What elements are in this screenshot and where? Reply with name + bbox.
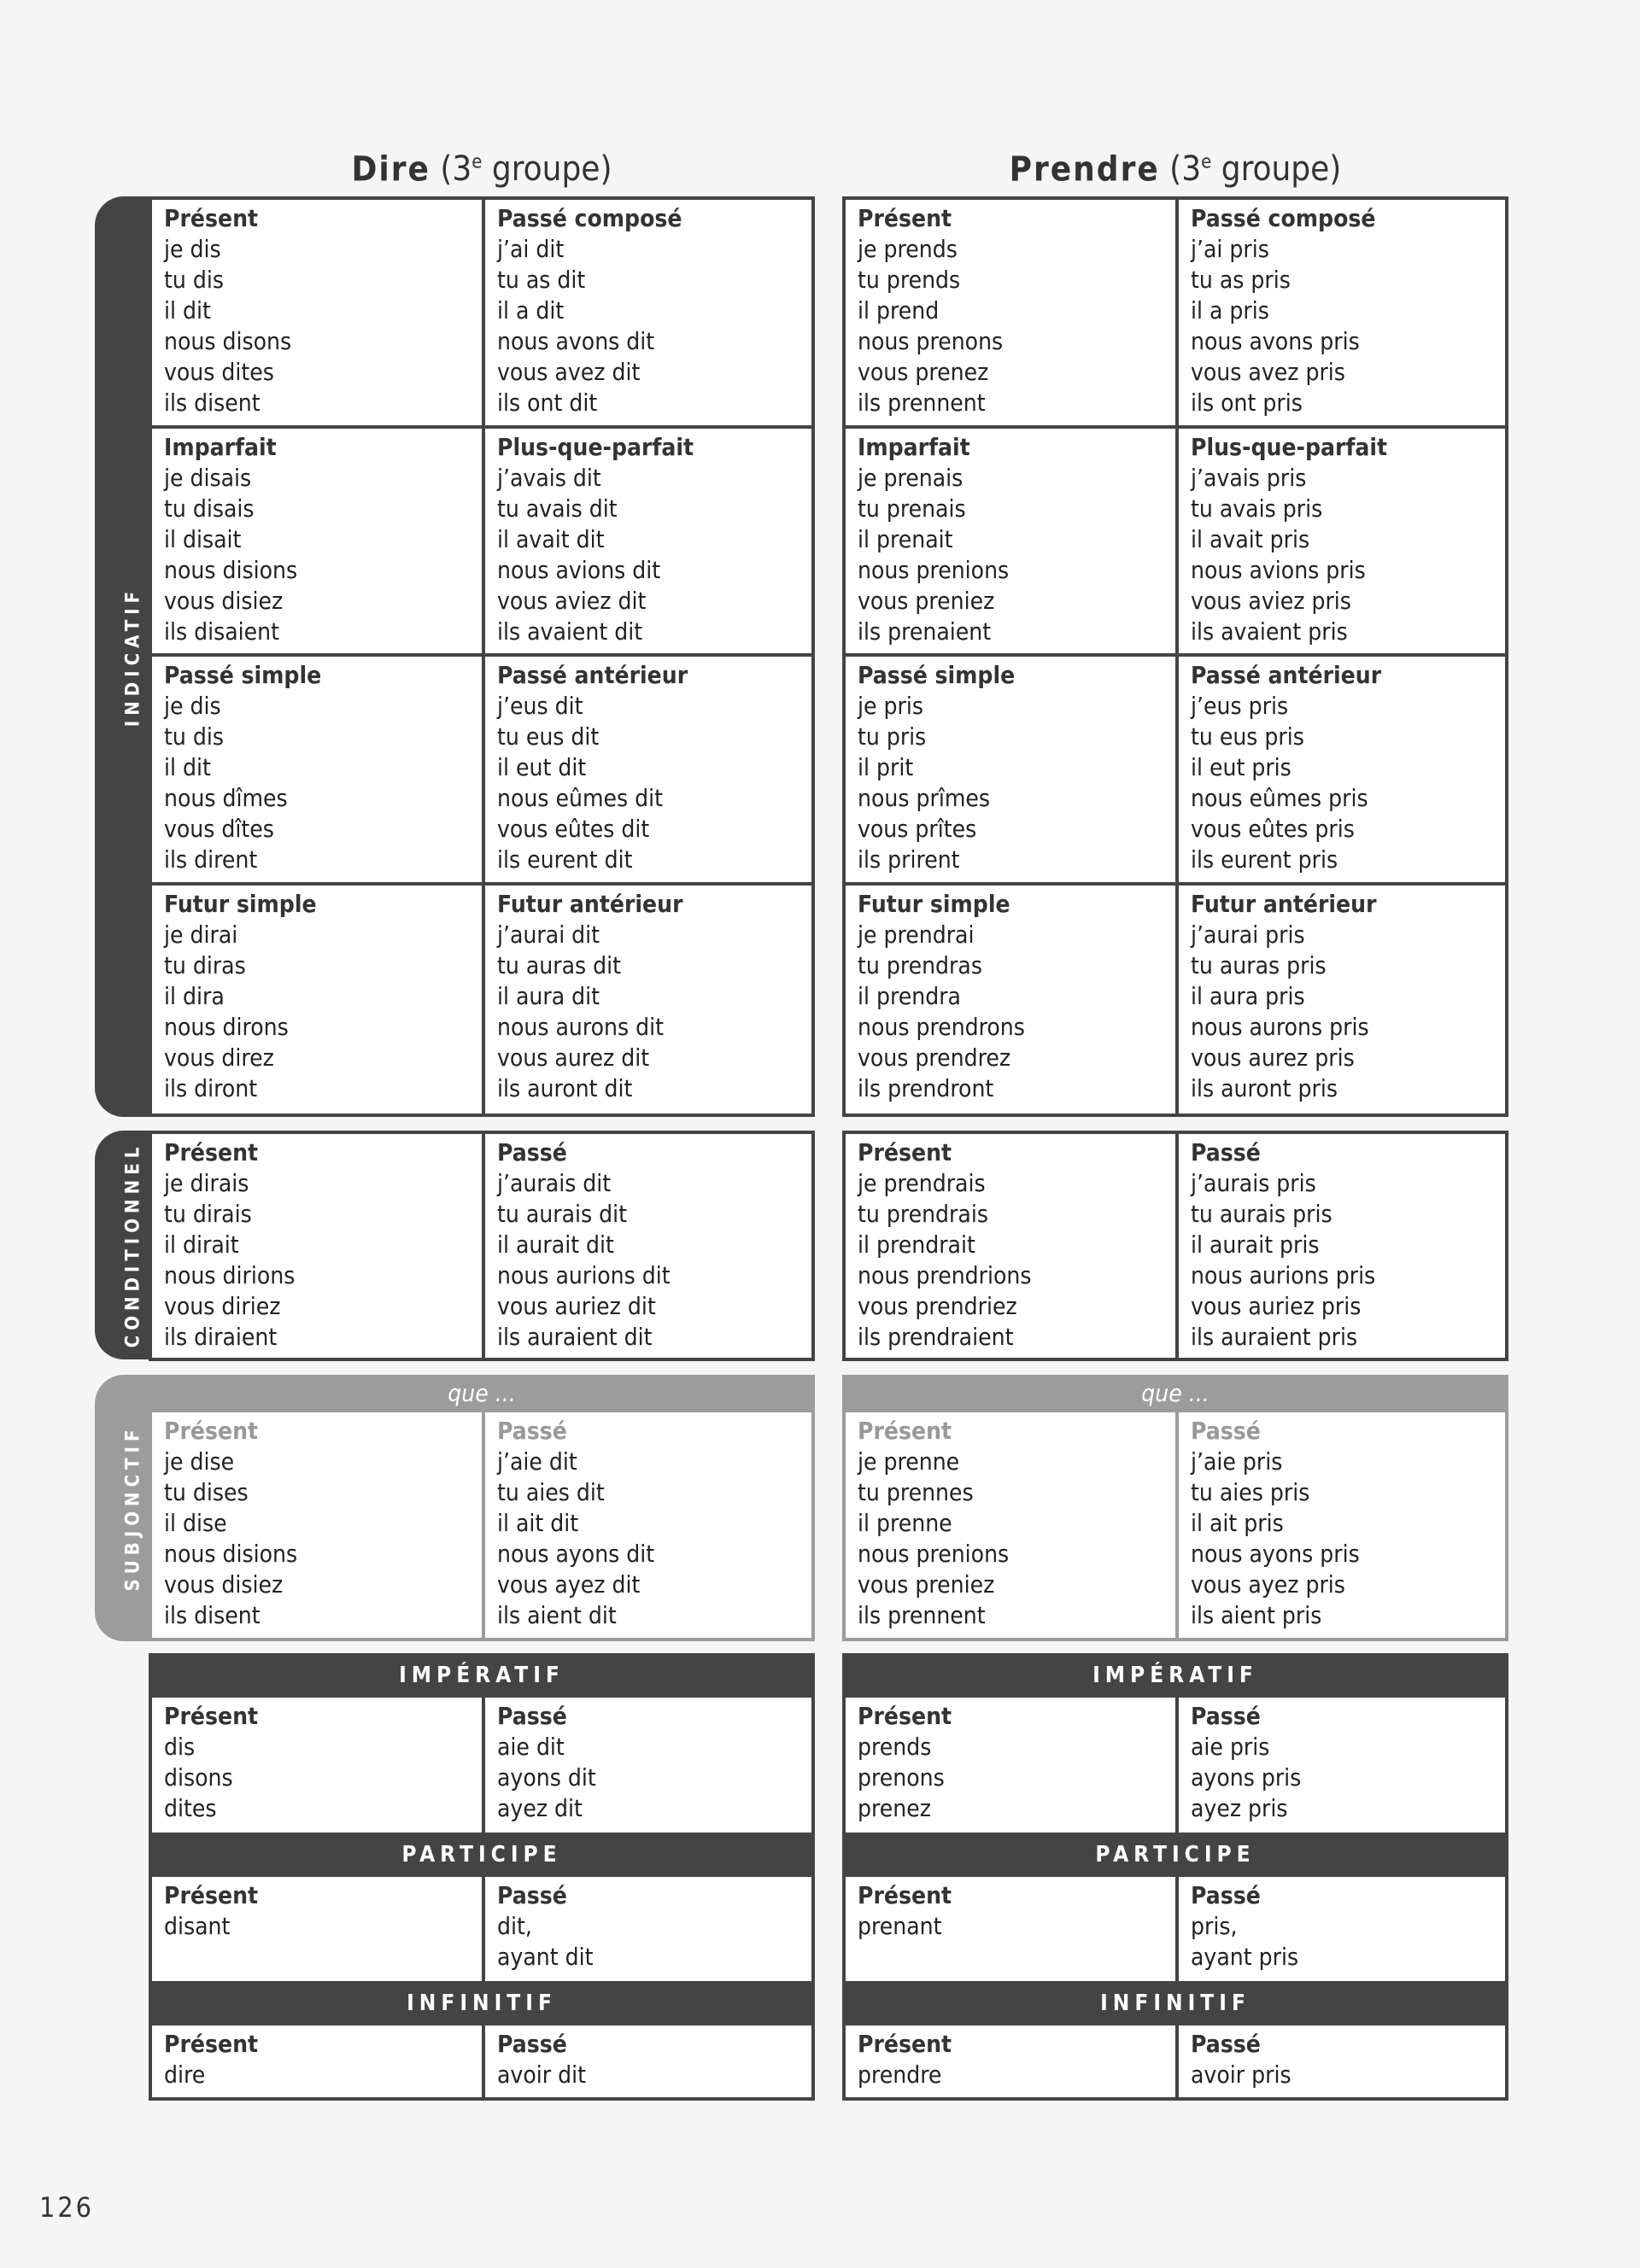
tense-cell [482,2025,811,2097]
conjugation-line: il eut pris [1191,753,1292,781]
conjugation-line: dis [164,1733,196,1761]
conjugation-line: ayons dit [497,1763,596,1792]
conjugation-line: il avait dit [497,524,605,553]
tense-heading: Présent [858,1138,952,1166]
verb-title [149,138,815,188]
conjugation-line: ils ont dit [497,389,598,417]
conjugation-line: tu eus dit [497,722,600,751]
tense-heading: Passé [497,1138,567,1166]
conjugation-line: vous direz [164,1043,274,1072]
subjonctif-table [842,1412,1508,1641]
conjugation-line: vous preniez [858,586,995,615]
conjugation-line: je dis [164,235,221,263]
tense-heading: Passé [1191,1881,1261,1909]
conjugation-line: prends [858,1733,932,1761]
conjugation-line: tu dises [164,1478,249,1506]
conjugation-line: j’aie dit [497,1447,577,1476]
conjugation-line: ils diraient [164,1323,278,1351]
conjugation-line: vous prenez [858,358,989,386]
imperatif-header: IMPÉRATIF [842,1653,1508,1698]
conjugation-line: nous dîmes [164,784,288,812]
conjugation-line: il prend [858,296,940,324]
tense-heading: Présent [858,2030,952,2058]
tense-heading: Passé [1191,1138,1261,1166]
conjugation-line: vous aurez dit [497,1043,650,1072]
tense-cell [846,886,1175,1114]
tense-cell [482,200,811,429]
conjugation-line: j’aurai pris [1191,920,1305,949]
conjugation-line: vous aviez dit [497,586,647,615]
conjugation-line: ils avaient dit [497,617,643,646]
tense-heading: Passé antérieur [1191,661,1382,689]
conjugation-line: ils eurent pris [1191,845,1338,874]
conjugation-line: tu diras [164,950,246,979]
conjugation-line: dites [164,1794,217,1822]
indicatif-label: INDICATIF [122,586,144,728]
conjugation-line: il a dit [497,296,565,324]
conjugation-line: je prendrai [858,920,975,949]
conjugation-line: ils auront dit [497,1073,633,1102]
tense-cell [482,886,811,1114]
tense-cell [1175,429,1505,658]
conjugation-line: ils diront [164,1073,258,1102]
conjugation-line: vous eûtes pris [1191,815,1355,843]
conjugation-line: je dirai [164,920,238,949]
conjugation-line: vous dites [164,358,274,386]
tense-cell [152,200,482,429]
conjugation-line: aie dit [497,1733,565,1761]
tense-cell [482,1134,811,1358]
tense-heading: Présent [164,1417,259,1445]
conjugation-line: ils prendront [858,1073,994,1102]
conjugation-line: vous ayez dit [497,1570,641,1599]
conjugation-line: tu prennes [858,1478,974,1506]
conjugation-line: tu prenais [858,494,966,523]
verb-name: Prendre [1009,149,1160,190]
conjugation-line: ils aient pris [1191,1601,1322,1629]
conjugation-line: j’aurai dit [497,920,600,949]
conjugation-line: il dit [164,296,211,324]
subjonctif-table [149,1412,815,1641]
tense-heading: Présent [858,204,952,232]
conjugation-line: vous auriez pris [1191,1292,1362,1320]
conjugation-line: nous aurons dit [497,1012,664,1041]
conjugation-line: il prendrait [858,1230,975,1259]
conjugation-line: nous eûmes pris [1191,784,1368,812]
conjugation-line: pris, [1191,1912,1238,1940]
tense-heading: Présent [164,2030,259,2058]
tense-cell [846,1877,1175,1981]
conjugation-line: tu eus pris [1191,722,1304,751]
conjugation-line: nous avons dit [497,327,655,355]
tense-heading: Passé [497,1702,567,1730]
conjugation-line: prenons [858,1763,945,1792]
infinitif-header: INFINITIF [842,1981,1508,2025]
conjugation-line: vous prendriez [858,1292,1017,1320]
conjugation-line: j’ai pris [1191,235,1269,263]
conjugation-line: nous prenons [858,327,1004,355]
conjugation-line: je pris [858,692,923,720]
subjonctif-label: SUBJONCTIF [122,1424,144,1592]
conjugation-line: il prenait [858,524,953,553]
conjugation-line: ils auraient pris [1191,1323,1358,1351]
conjugation-line: vous disiez [164,1570,284,1599]
tense-heading: Passé composé [497,204,682,232]
tense-heading: Passé composé [1191,204,1376,232]
tense-cell [152,1698,482,1833]
conjugation-line: je dis [164,692,221,720]
conjugation-line: vous avez pris [1191,358,1345,386]
conjugation-line: ayons pris [1191,1763,1302,1792]
tense-cell [1175,657,1505,886]
tense-cell [152,429,482,658]
conjugation-line: ayez pris [1191,1794,1288,1822]
conjugation-line: aie pris [1191,1733,1270,1761]
conjugation-line: j’avais dit [497,463,601,492]
tense-heading: Plus-que-parfait [1191,432,1388,461]
conjugation-line: ils disent [164,1601,261,1629]
conjugation-line: nous dirions [164,1261,296,1289]
conjugation-line: nous prendrons [858,1012,1025,1041]
conditionnel-table [842,1131,1508,1361]
tense-cell [1175,2025,1505,2097]
conjugation-line: ils ont pris [1191,389,1303,417]
tense-cell [846,200,1175,429]
conjugation-line: nous prendrions [858,1261,1032,1289]
conjugation-line: tu dis [164,266,224,294]
imperatif-table [842,1698,1508,1833]
conjugation-line: vous aurez pris [1191,1043,1355,1072]
conditionnel-table [149,1131,815,1361]
conjugation-line: tu prendras [858,950,982,979]
conjugation-line: tu aies pris [1191,1478,1310,1506]
tense-heading: Passé [1191,1417,1261,1445]
tense-cell [1175,200,1505,429]
conjugation-line: il disait [164,524,242,553]
conjugation-line: tu prendrais [858,1200,988,1228]
conjugation-line: vous ayez pris [1191,1570,1345,1599]
tense-heading: Futur simple [858,889,1010,918]
tense-cell [1175,886,1505,1114]
conjugation-line: tu pris [858,722,927,751]
tense-cell [482,657,811,886]
infinitif-header: INFINITIF [149,1981,815,2025]
indicatif-table [842,196,1508,1117]
tense-heading: Futur simple [164,889,317,918]
conjugation-line: nous disions [164,1540,298,1568]
conjugation-line: nous eûmes dit [497,784,663,812]
tense-heading: Passé simple [164,661,322,689]
tense-cell [1175,1134,1505,1358]
conjugation-line: vous dîtes [164,815,274,843]
conjugation-line: dire [164,2060,206,2089]
conjugation-line: vous aviez pris [1191,586,1351,615]
conjugation-line: avoir pris [1191,2060,1292,2089]
tense-heading: Présent [164,1138,259,1166]
conjugation-line: il prendra [858,981,961,1010]
tense-heading: Présent [858,1417,952,1445]
tense-cell [152,1412,482,1638]
conjugation-line: nous avions pris [1191,555,1366,584]
verb-title [842,138,1508,188]
conjugation-line: vous disiez [164,586,284,615]
tense-cell [482,429,811,658]
conjugation-line: je prenne [858,1447,960,1476]
conjugation-line: ils prennent [858,389,986,417]
conjugation-line: vous auriez dit [497,1292,656,1320]
conjugation-line: il avait pris [1191,524,1310,553]
tense-heading: Présent [164,1881,259,1909]
conjugation-line: disons [164,1763,233,1792]
conjugation-line: il prit [858,753,914,781]
conjugation-line: ils auraient dit [497,1323,653,1351]
conjugation-line: j’aie pris [1191,1447,1283,1476]
conjugation-line: je prends [858,235,958,263]
que-band: que ... [149,1375,815,1412]
conjugation-line: je prenais [858,463,964,492]
conjugation-line: tu as dit [497,266,586,294]
tense-heading: Présent [858,1881,952,1909]
conjugation-line: j’eus dit [497,692,583,720]
tense-heading: Passé [497,2030,567,2058]
conjugation-line: ils avaient pris [1191,617,1348,646]
conjugation-line: ayant pris [1191,1943,1299,1971]
conjugation-line: tu disais [164,494,255,523]
conjugation-line: ils disaient [164,617,280,646]
tense-cell [152,2025,482,2097]
tense-cell [482,1412,811,1638]
conjugation-line: nous disons [164,327,292,355]
conjugation-line: vous prîtes [858,815,977,843]
tense-heading: Plus-que-parfait [497,432,694,461]
page-number: 126 [39,2191,94,2224]
tense-heading: Passé antérieur [497,661,688,689]
conjugation-line: ayant dit [497,1943,594,1971]
conjugation-line: ayez dit [497,1794,583,1822]
tense-heading: Présent [858,1702,952,1730]
conjugation-line: dit, [497,1912,532,1940]
conjugation-line: vous prendrez [858,1043,1011,1072]
conjugation-line: ils aient dit [497,1601,617,1629]
conjugation-line: nous aurions pris [1191,1261,1376,1289]
conjugation-line: prenant [858,1912,942,1940]
conjugation-line: je disais [164,463,252,492]
imperatif-table [149,1698,815,1833]
conjugation-line: nous disions [164,555,298,584]
conjugation-line: il aurait dit [497,1230,614,1259]
tense-cell [846,1698,1175,1833]
conjugation-line: il a pris [1191,296,1269,324]
conjugation-line: j’aurais dit [497,1169,612,1197]
infinitif-table [842,2025,1508,2101]
conjugation-line: tu aies dit [497,1478,605,1506]
tense-cell [152,886,482,1114]
tense-cell [482,1698,811,1833]
conjugation-line: il dit [164,753,211,781]
conditionnel-label: CONDITIONNEL [122,1142,144,1348]
conjugation-line: il aurait pris [1191,1230,1320,1259]
conjugation-line: ils dirent [164,845,258,874]
tense-heading: Présent [164,1702,259,1730]
conjugation-line: il aura pris [1191,981,1305,1010]
conjugation-line: il aura dit [497,981,600,1010]
conjugation-line: tu avais dit [497,494,618,523]
tense-cell [152,657,482,886]
participe-header: PARTICIPE [842,1833,1508,1877]
indicatif-table [149,196,815,1117]
verb-group: (3e groupe) [440,149,612,190]
conjugation-line: tu dis [164,722,224,751]
tense-heading: Présent [164,204,259,232]
conjugation-line: je dirais [164,1169,249,1197]
conjugation-line: tu aurais dit [497,1200,628,1228]
conjugation-line: vous preniez [858,1570,995,1599]
conjugation-line: prenez [858,1794,931,1822]
conjugation-line: il ait pris [1191,1509,1284,1537]
tense-heading: Passé [497,1881,567,1909]
conjugation-line: ils prendraient [858,1323,1014,1351]
conjugation-line: nous ayons pris [1191,1540,1360,1568]
conjugation-line: il eut dit [497,753,587,781]
participe-header: PARTICIPE [149,1833,815,1877]
conjugation-line: tu auras pris [1191,950,1327,979]
tense-cell [482,1877,811,1981]
tense-heading: Passé [1191,1702,1261,1730]
que-band: que ... [842,1375,1508,1412]
conjugation-line: je prendrais [858,1169,986,1197]
tense-cell [152,1877,482,1981]
conjugation-line: vous diriez [164,1292,281,1320]
tense-cell [846,429,1175,658]
tense-cell [846,657,1175,886]
tense-cell [1175,1412,1505,1638]
conjugation-line: tu avais pris [1191,494,1323,523]
conjugation-line: nous aurions dit [497,1261,671,1289]
conjugation-line: ils disent [164,389,261,417]
conjugation-line: j’aurais pris [1191,1169,1316,1197]
tense-heading: Passé simple [858,661,1016,689]
tense-cell [152,1134,482,1358]
conjugation-line: nous ayons dit [497,1540,655,1568]
conjugation-line: ils prirent [858,845,960,874]
conjugation-line: nous prenions [858,555,1010,584]
conjugation-line: il dira [164,981,225,1010]
tense-cell [1175,1698,1505,1833]
conjugation-line: tu as pris [1191,266,1291,294]
conjugation-line: nous avions dit [497,555,661,584]
infinitif-table [149,2025,815,2101]
conjugation-line: j’avais pris [1191,463,1307,492]
conjugation-line: je dise [164,1447,235,1476]
conjugation-line: vous avez dit [497,358,641,386]
tense-cell [846,2025,1175,2097]
conjugation-line: tu auras dit [497,950,622,979]
verb-name: Dire [351,149,430,190]
conjugation-line: tu dirais [164,1200,252,1228]
conjugation-line: avoir dit [497,2060,586,2089]
tense-heading: Futur antérieur [497,889,683,918]
conjugation-line: ils eurent dit [497,845,633,874]
tense-cell [846,1134,1175,1358]
tense-heading: Futur antérieur [1191,889,1377,918]
conjugation-line: ils prenaient [858,617,992,646]
conjugation-line: il dirait [164,1230,239,1259]
tense-cell [846,1412,1175,1638]
participe-table [842,1877,1508,1981]
tense-heading: Imparfait [858,432,970,461]
conjugation-line: il ait dit [497,1509,579,1537]
conjugation-line: prendre [858,2060,942,2089]
verb-group: (3e groupe) [1169,149,1342,190]
tense-heading: Passé [1191,2030,1261,2058]
conjugation-line: nous dirons [164,1012,289,1041]
conjugation-line: j’ai dit [497,235,565,263]
conjugation-line: vous eûtes dit [497,815,650,843]
conjugation-line: ils prennent [858,1601,986,1629]
tense-heading: Passé [497,1417,567,1445]
participe-table [149,1877,815,1981]
tense-heading: Imparfait [164,432,277,461]
imperatif-header: IMPÉRATIF [149,1653,815,1698]
tense-cell [1175,1877,1505,1981]
conjugation-line: nous prîmes [858,784,990,812]
conjugation-line: il dise [164,1509,227,1537]
conjugation-line: nous prenions [858,1540,1010,1568]
conjugation-line: nous aurons pris [1191,1012,1369,1041]
conjugation-line: il prenne [858,1509,952,1537]
conjugation-line: ils auront pris [1191,1073,1338,1102]
conjugation-line: tu prends [858,266,961,294]
conjugation-line: disant [164,1912,231,1940]
conjugation-line: j’eus pris [1191,692,1289,720]
conjugation-line: tu aurais pris [1191,1200,1332,1228]
conjugation-line: nous avons pris [1191,327,1360,355]
